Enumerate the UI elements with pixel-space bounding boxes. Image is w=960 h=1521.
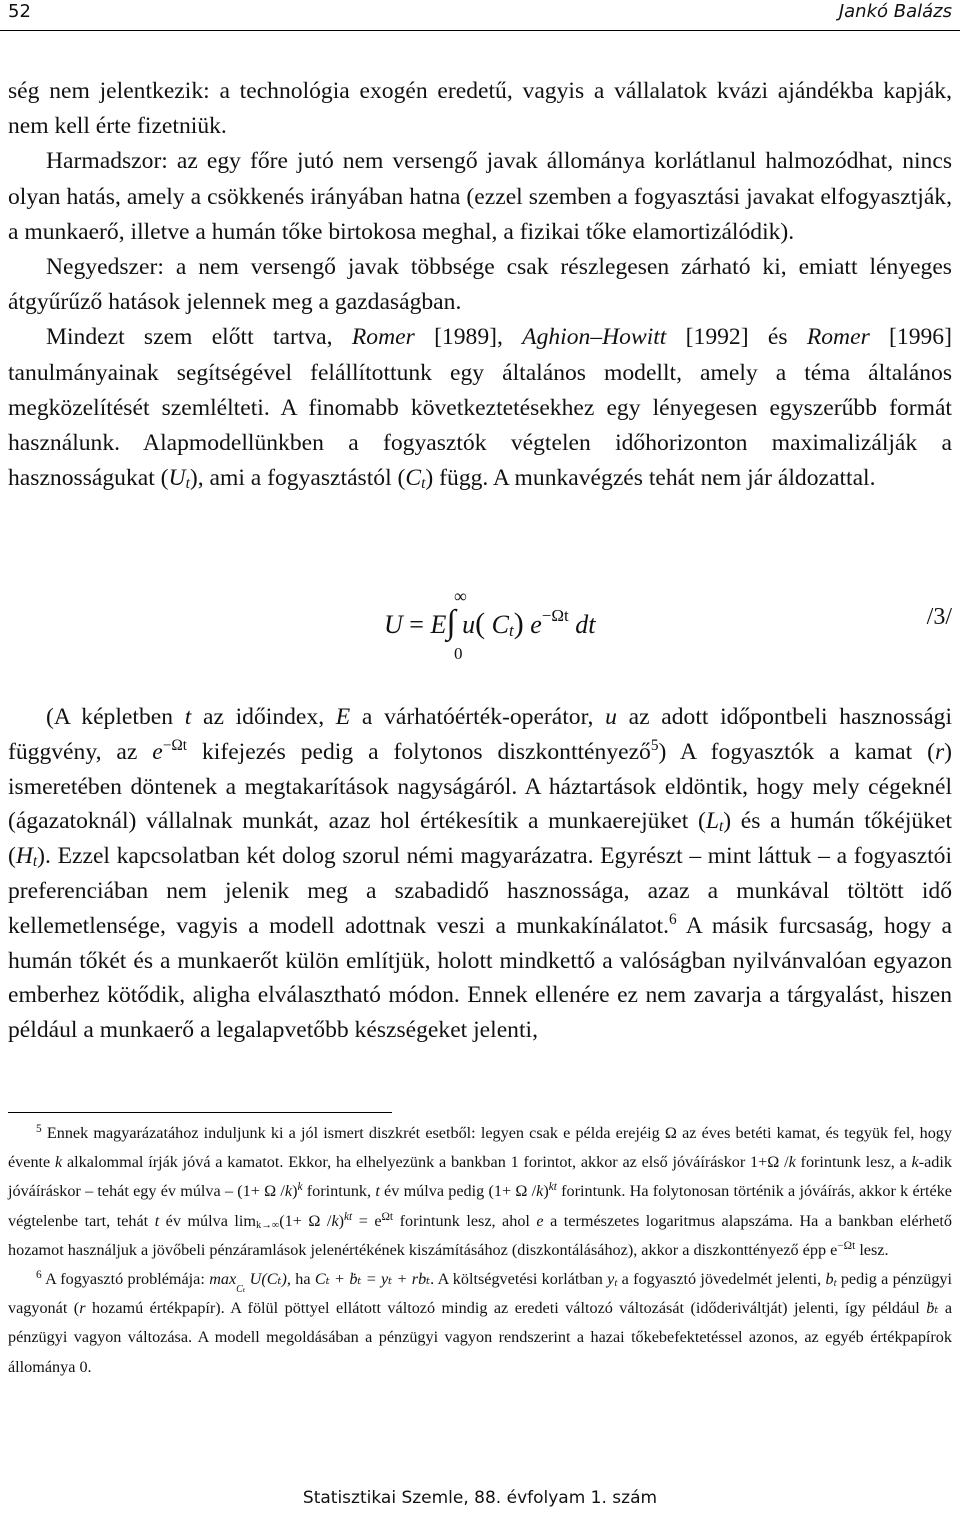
integral-upper-limit: ∞ — [454, 586, 467, 606]
paragraph: Mindezt szem előtt tartva, Romer [1989], Aghion–Howitt [1992] és Romer [1996] tanulmányainak segítségével felállítottunk egy általános modellt, amely a téma általános megközelítését szemlélteti. A finomabb következtetésekhez egy lényegesen egyszerűbb formát használunk. Alapmodellünkben a fogyasztók végtelen időhorizonton maximalizálják a hasznosságukat $(U_t)$, ami a fogyasztástól $(C_t)$ függ. A munkavégzés tehát nem jár áldozattal. — [8, 324, 952, 493]
page-number: 52 — [8, 1, 31, 22]
body-text-top — [8, 74, 952, 496]
paragraph: ség nem jelentkezik: a technológia exogén eredetű, vagyis a vállalatok kvázi ajándékba kapják, nem kell érte fizetniük. — [8, 78, 952, 140]
footnotes — [8, 1119, 952, 1382]
paragraph: Harmadszor: az egy főre jutó nem versengő javak állománya korlátlanul halmozódhat, nincs olyan hatás, amely a csökkenés irányában hatna (ezzel szemben a fogyasztási javakat elfogyasztják, a munkaerő, illetve a humán tőke birtokosa meghal, a fizikai tőke elamortizálódik). — [8, 148, 952, 245]
integral-lower-limit: 0 — [454, 644, 463, 663]
equation-body: U = E∫ u( $C_t$) $e^{-\Omega t}$ dt — [384, 604, 596, 641]
paragraph: (A képletben t az időindex, E a várhatóérték-operátor, u az adott időpontbeli hasznossági függvény, az $e^{-\Omega t}$ kifejezés pedig a folytonos diszkonttényező$^5$) A fogyasztók a kamat (r) ismeretében döntenek a megtakarítások nagyságáról. A háztartások eldöntik, hogy mely cégeknél (ágazatoknál) vállalnak munkát, azaz hol értékesítik a munkaerejüket $(L_t)$ és a humán tőkéjüket $(H_t)$. Ezzel kapcsolatban két dolog szorul némi magyarázatra. Egyrészt – mint láttuk – a fogyasztói preferenciában nem jelenik meg a szabadidő hasznossága, azaz a munkával töltött idő kellemetlensége, vagyis a modell adottnak veszi a munkakínálatot.$^6$ A másik furcsaság, hogy a humán tőkét és a munkaerőt külön említjük, holott mindkettő a valóságban nyilvánvalóan egyazon emberhez kötődik, aligha elválasztható módon. Ennek ellenére ez nem zavarja a tárgyalást, hiszen például a munkaerő a legalapvetőbb készségeket jelenti, — [8, 704, 953, 1044]
footnote-separator — [8, 1112, 392, 1113]
page-header — [0, 0, 960, 31]
equation-number: /3/ — [926, 604, 952, 630]
footnote-ref-6[interactable]: 6 — [669, 910, 677, 928]
equation-3 — [0, 586, 960, 680]
paragraph: Negyedszer: a nem versengő javak többsége csak részlegesen zárható ki, emiatt lényeges átgyűrűző hatások jelennek meg a gazdaságban. — [8, 254, 952, 316]
body-text-bottom — [8, 700, 952, 1048]
footnote-6: $^6$ A fogyasztó problémája: $\max_{C_t} U(C_t)$, ha Cₜ + ḃₜ = yₜ + rbₜ. A költségvetési korlátban $y_t$ a fogyasztó jövedelmét jelenti, $b_t$ pedig a pénzügyi vagyonát (r hozamú értékpapír). A fölül pöttyel ellátott változó mindig az eredeti változó változását (időderiváltját) jelenti, így például ḃₜ a pénzügyi vagyon változása. A modell megoldásában a pénzügyi vagyon rendszerint a hazai tőkebefektetéssel azonos, az egyéb értékpapírok állománya 0. — [8, 1269, 953, 1376]
footnote-ref-5[interactable]: 5 — [650, 736, 659, 754]
page-footer: Statisztikai Szemle, 88. évfolyam 1. szám — [302, 1488, 658, 1508]
running-author: Jankó Balázs — [838, 1, 952, 22]
footnote-5: $^5$ Ennek magyarázatához induljunk ki a jól ismert diszkrét esetből: legyen csak e példa erejéig Ω az éves betéti kamat, és tegyük fel, hogy évente k alkalommal írják jóvá a kamatot. Ekkor, ha elhelyezünk a bankban 1 forintot, akkor az első jóváíráskor 1+Ω /k forintunk lesz, a k-adik jóváíráskor – tehát egy év múlva – (1+ Ω /k)$^k$ forintunk, t év múlva pedig (1+ Ω /k)$^{kt}$ forintunk. Ha folytonosan történik a jóváírás, akkor k értéke végtelenbe tart, tehát t év múlva $\lim_{k\to\infty}(1+ \Omega$ $/k)^{kt} = e^{\Omega t}$ forintunk lesz, ahol e a természetes logaritmus alapszáma. Ha a bankban elérhető hozamot használjuk a jövőbeli pénzáramlások jelenértékének kiszámításához (diszkontálásához), akkor a diszkonttényező épp $e^{-\Omega t}$ lesz. — [8, 1123, 952, 1259]
